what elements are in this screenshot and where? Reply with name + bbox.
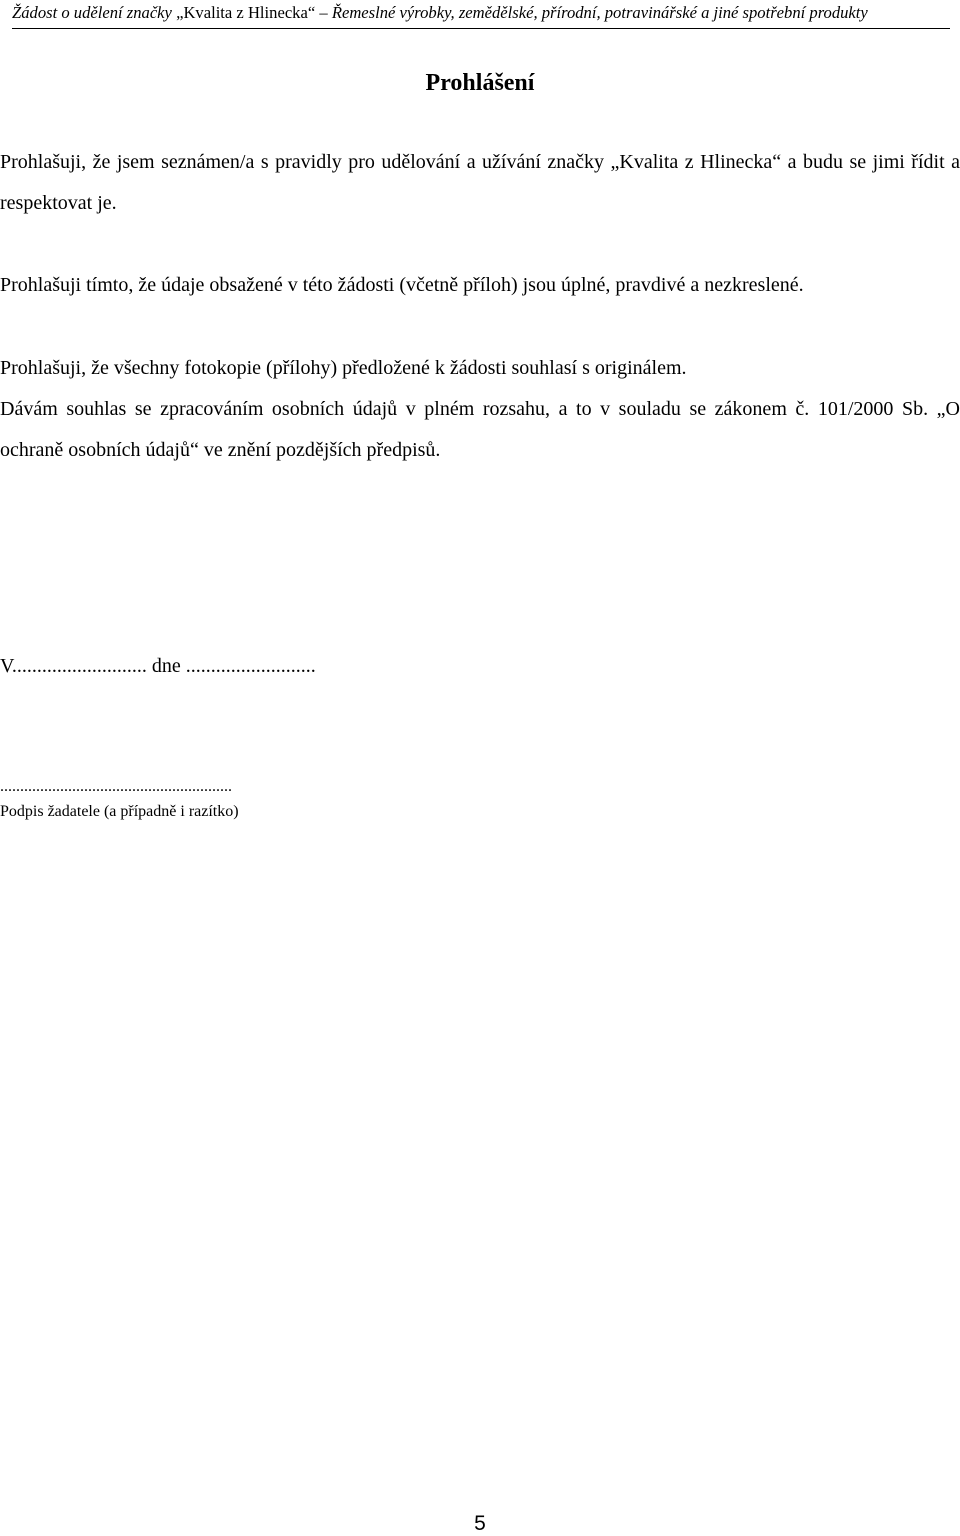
declaration-paragraph-rules: Prohlašuji, že jsem seznámen/a s pravidly pro udělování a užívání značky „Kvalita z Hlinecka“ a budu se jimi řídit a respektovat je. — [0, 151, 960, 214]
signature-label: Podpis žadatele (a případně i razítko) — [0, 803, 239, 820]
header-brand-name: „Kvalita z Hlinecka“ — [176, 3, 316, 22]
header-divider — [12, 28, 950, 29]
place-date-line: V........................... dne .......................... — [0, 655, 316, 677]
page-header — [12, 3, 952, 23]
page-title: Prohlášení — [425, 70, 535, 96]
signature-line: .......................................................... — [0, 778, 232, 795]
declaration-paragraph-truthfulness: Prohlašuji tímto, že údaje obsažené v této žádosti (včetně příloh) jsou úplné, pravdivé a nezkreslené. — [0, 274, 804, 296]
page-number: 5 — [474, 1512, 486, 1535]
header-product-category: – Řemeslné výrobky, zemědělské, přírodní, potravinářské a jiné spotřební produkty — [319, 3, 868, 22]
declaration-paragraph-data-consent: Dávám souhlas se zpracováním osobních údajů v plném rozsahu, a to v souladu se zákonem č. 101/2000 Sb. „O ochraně osobních údajů“ ve znění pozdějších předpisů. — [0, 398, 960, 461]
declaration-paragraph-photocopies: Prohlašuji, že všechny fotokopie (přílohy) předložené k žádosti souhlasí s originálem. — [0, 357, 687, 379]
header-document-type: Žádost o udělení značky — [12, 3, 172, 22]
